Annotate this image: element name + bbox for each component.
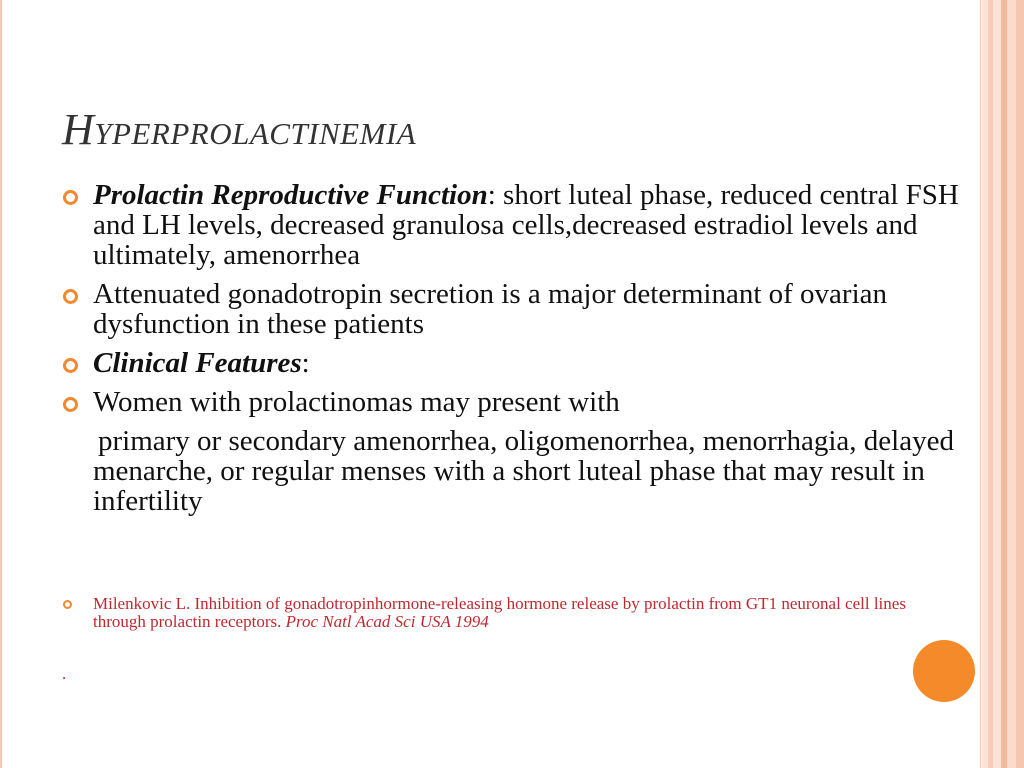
- bullet-item: [62, 348, 962, 378]
- bullet-continuation: [62, 426, 962, 516]
- bullet-item: [62, 279, 962, 339]
- reference-citation: [62, 595, 942, 631]
- orange-ring-icon: [63, 358, 78, 373]
- orange-ring-icon: [63, 600, 72, 609]
- trailing-mark: .: [62, 664, 67, 683]
- bullet-text: Attenuated gonadotropin secretion is a major determinant of ovarian dysfunction in these patients: [93, 278, 888, 340]
- reference-text: Milenkovic L. Inhibition of gonadotropinhormone-releasing hormone release by prolactin from GT1 neuronal cell lines through prolactin receptors.: [93, 594, 906, 631]
- bullet-text: : short luteal phase, reduced central FSH and LH levels, decreased granulosa cells,decreased estradiol levels and ultimately, amenorrhea: [93, 179, 959, 271]
- orange-circle-decoration: [913, 640, 975, 702]
- slide-title: [62, 104, 416, 155]
- decorative-stripe: [993, 0, 1001, 768]
- slide-body: [62, 180, 962, 525]
- continuation-text: primary or secondary amenorrhea, oligomenorrhea, menorrhagia, delayed menarche, or regular menses with a short luteal phase that may result in infertility: [93, 425, 954, 517]
- bullet-item: [62, 387, 962, 417]
- reference-journal: Proc Natl Acad Sci USA 1994: [285, 612, 489, 631]
- bullet-text: :: [301, 347, 310, 379]
- title-initial: H: [62, 105, 95, 154]
- orange-ring-icon: [63, 397, 78, 412]
- bullet-heading: Prolactin Reproductive Function: [93, 179, 488, 211]
- bullet-heading: Clinical Features: [93, 347, 302, 379]
- decorative-stripe: [1007, 0, 1016, 768]
- bullet-item: [62, 180, 962, 270]
- orange-ring-icon: [63, 289, 78, 304]
- decorative-stripe: [1016, 0, 1024, 768]
- title-rest: YPERPROLACTINEMIA: [94, 116, 417, 151]
- bullet-text: Women with prolactinomas may present with: [93, 386, 620, 418]
- orange-ring-icon: [63, 190, 78, 205]
